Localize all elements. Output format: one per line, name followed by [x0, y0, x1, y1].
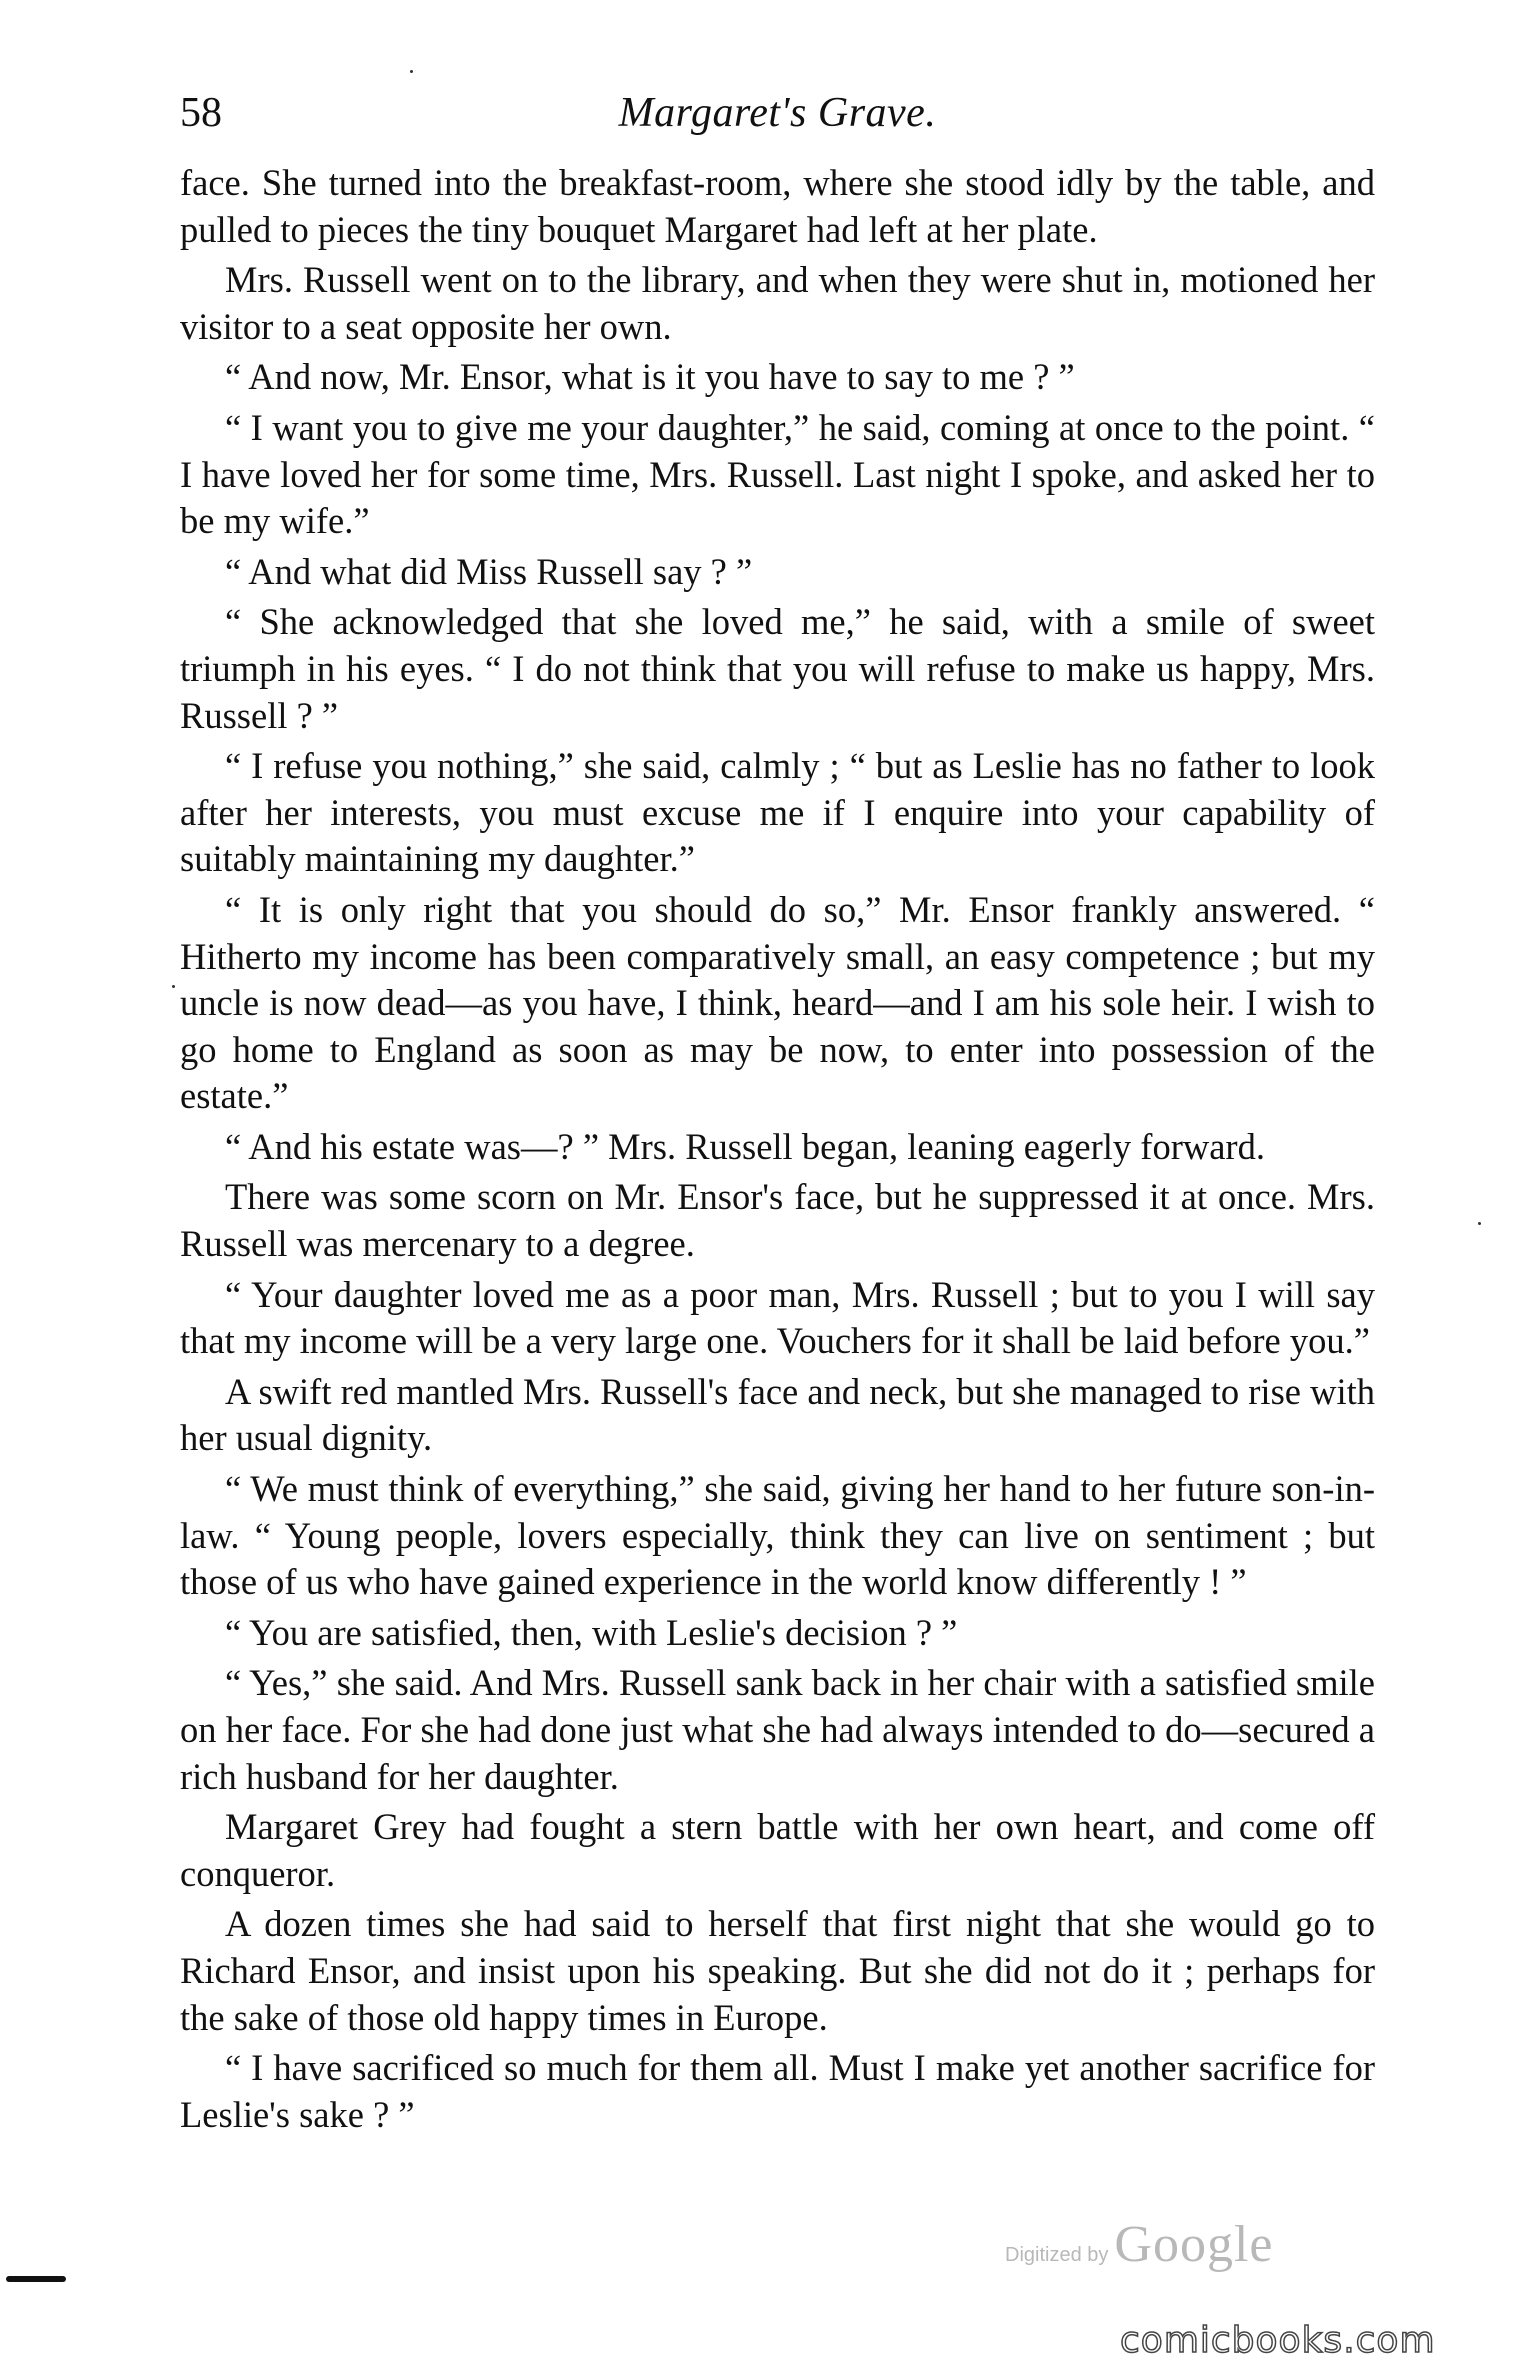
paragraph: “ And now, Mr. Ensor, what is it you have to say to me ? ”	[225, 356, 1075, 398]
paragraph: “ And what did Miss Russell say ? ”	[225, 550, 753, 592]
page-speck	[1478, 1222, 1481, 1225]
paragraph: “ She acknowledged that she loved me,” he said, with a smile of sweet triumph in his eyes. “ I do not think that you will refuse to make us happy, Mrs. Russell ? ”	[180, 601, 1375, 736]
paragraph: A swift red mantled Mrs. Russell's face and neck, but she managed to rise with her usual dignity.	[180, 1370, 1375, 1459]
paragraph: “ You are satisfied, then, with Leslie's decision ? ”	[225, 1611, 958, 1653]
paragraph: “ I want you to give me your daughter,” he said, coming at once to the point. “ I have loved her for some time, Mrs. Russell. Last night I spoke, and asked her to be my wife.”	[180, 406, 1375, 542]
paragraph: “ It is only right that you should do so,” Mr. Ensor frankly answered. “ Hitherto my income has been comparatively small, an easy competence ; but my uncle is now dead—as you have, I think, heard—and I am his sole heir. I wish to go home to England as soon as may be now, to enter into possession of the estate.”	[180, 888, 1375, 1117]
google-watermark	[1005, 2215, 1273, 2274]
page-speck	[172, 985, 175, 988]
comicbooks-watermark: comicbooks.com	[1120, 2320, 1436, 2361]
google-logo-text: Google	[1114, 2216, 1274, 2273]
paragraph: “ And his estate was—? ” Mrs. Russell began, leaning eagerly forward.	[225, 1125, 1265, 1167]
paragraph: “ We must think of everything,” she said, giving her hand to her future son-in-law. “ Young people, lovers especially, think they can live on sentiment ; but those of us who have gained experience in the world know differently ! ”	[180, 1468, 1375, 1603]
running-title: Margaret's Grave.	[618, 90, 937, 136]
paragraph: Margaret Grey had fought a stern battle with her own heart, and come off conqueror.	[180, 1806, 1375, 1894]
margin-mark	[6, 2276, 66, 2282]
body-text	[180, 160, 1375, 2142]
paragraph: “ I have sacrificed so much for them all. Must I make yet another sacrifice for Leslie's sake ? ”	[180, 2047, 1375, 2135]
paragraph: There was some scorn on Mr. Ensor's face, but he suppressed it at once. Mrs. Russell was mercenary to a degree.	[180, 1176, 1375, 1265]
paragraph: A dozen times she had said to herself that first night that she would go to Richard Ensor, and insist upon his speaking. But she did not do it ; perhaps for the sake of those old happy times in Europe.	[180, 1903, 1375, 2038]
paragraph: “ Yes,” she said. And Mrs. Russell sank back in her chair with a satisfied smile on her face. For she had done just what she had always intended to do—secured a rich husband for her daughter.	[180, 1662, 1375, 1797]
digitized-by-text: Digitized by	[1005, 2244, 1109, 2266]
paragraph: face. She turned into the breakfast-room, where she stood idly by the table, and pulled to pieces the tiny bouquet Margaret had left at her plate.	[180, 162, 1375, 250]
page-number: 58	[180, 90, 222, 136]
page-speck	[410, 70, 413, 73]
page-header	[180, 88, 1375, 158]
paragraph: “ I refuse you nothing,” she said, calmly ; “ but as Leslie has no father to look after her interests, you must excuse me if I enquire into your capability of suitably maintaining my daughter.”	[180, 745, 1375, 880]
paragraph: “ Your daughter loved me as a poor man, Mrs. Russell ; but to you I will say that my income will be a very large one. Vouchers for it shall be laid before you.”	[180, 1273, 1375, 1362]
paragraph: Mrs. Russell went on to the library, and when they were shut in, motioned her visitor to a seat opposite her own.	[180, 259, 1375, 347]
